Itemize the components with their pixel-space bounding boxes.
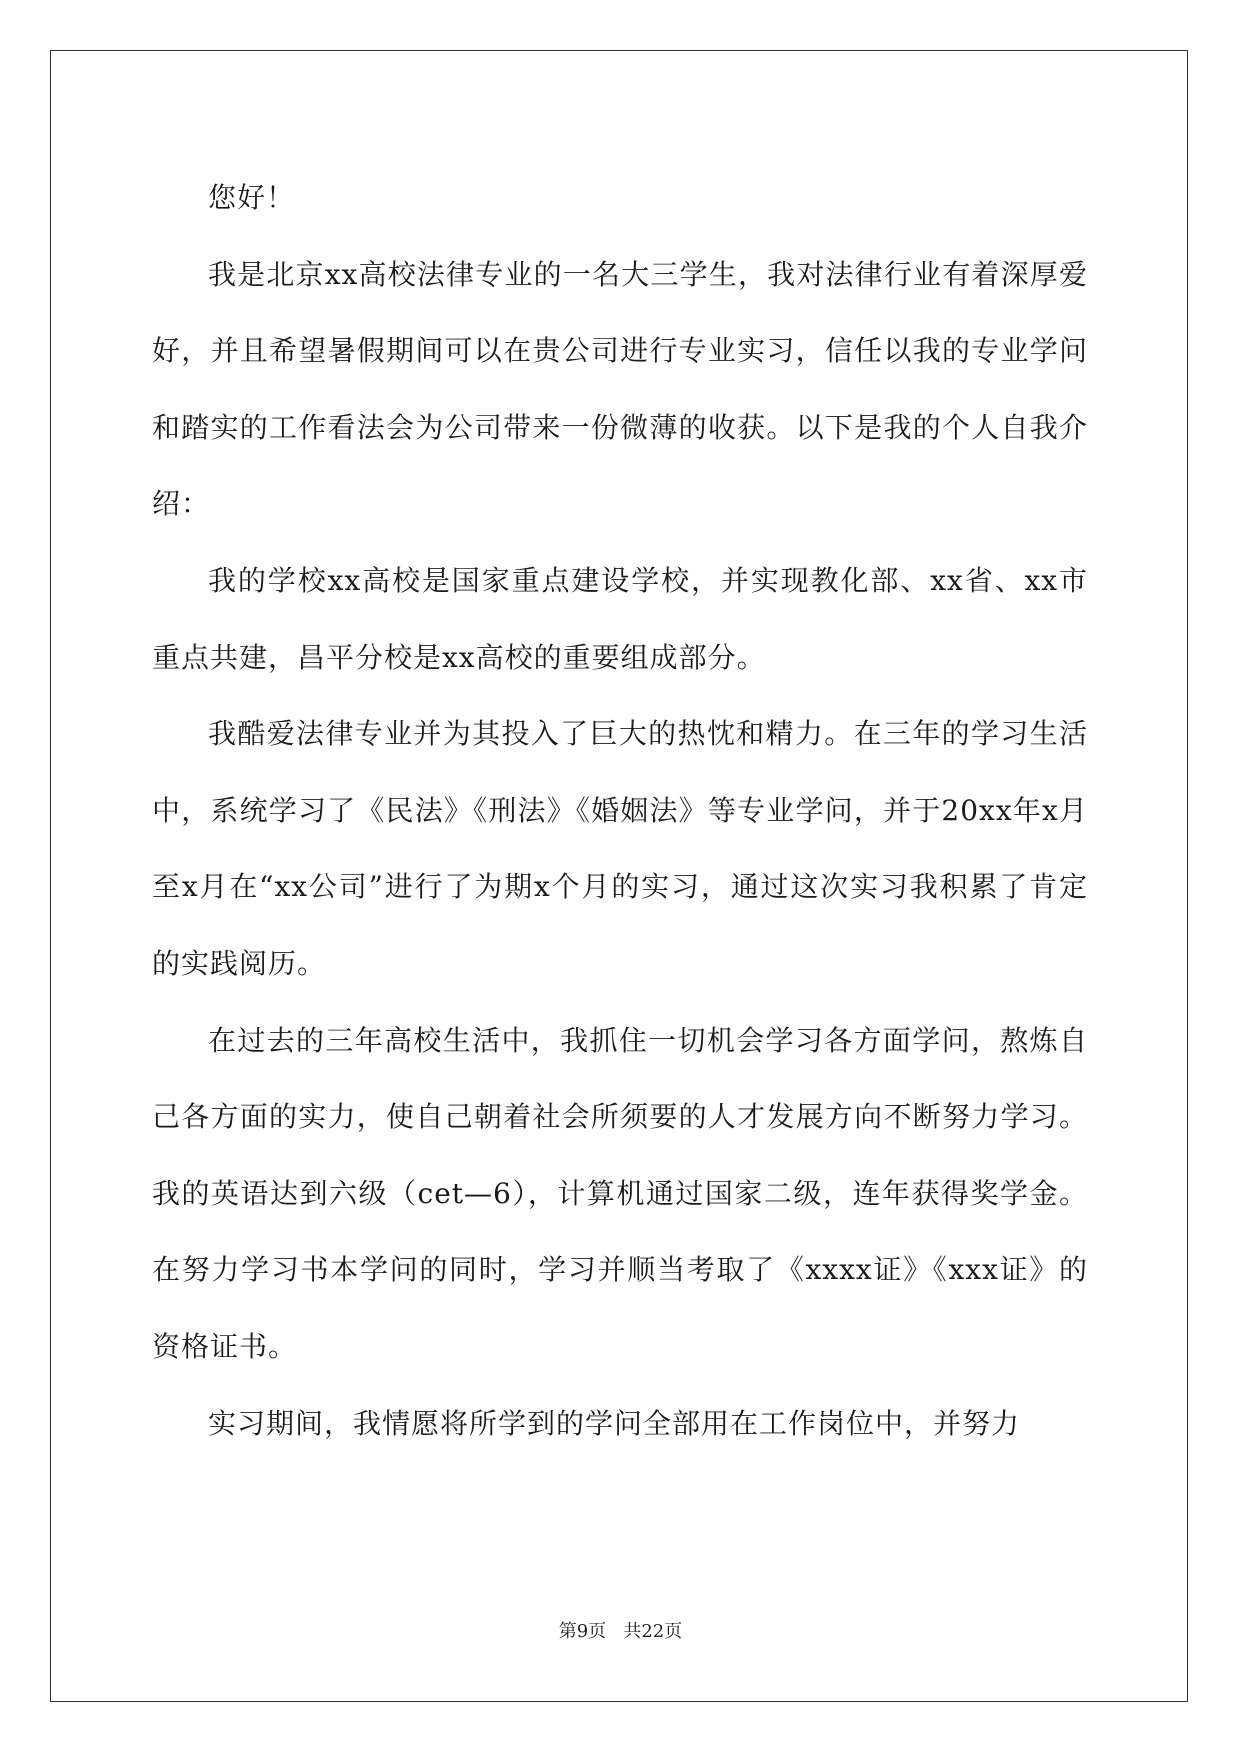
page-number: 第9页 共22页 [558,1621,683,1642]
letter-body [152,160,1088,1462]
paragraph-intro: 我是北京xx高校法律专业的一名大三学生，我对法律行业有着深厚爱好，并且希望暑假期间可以在贵公司进行专业实习，信任以我的专业学问和踏实的工作看法会为公司带来一份微薄的收获。以下是我的个人自我介绍： [152,257,1088,521]
paragraph-skills: 在过去的三年高校生活中，我抓住一切机会学习各方面学问，熬炼自己各方面的实力，使自己朝着社会所须要的人才发展方向不断努力学习。我的英语达到六级（cet—6），计算机通过国家二级，连年获得奖学金。在努力学习书本学问的同时，学习并顺当考取了《xxxx证》《xxx证》的资格证书。 [152,1023,1088,1363]
greeting: 您好！ [208,181,296,214]
paragraph-school: 我的学校xx高校是国家重点建设学校，并实现教化部、xx省、xx市重点共建，昌平分校是xx高校的重要组成部分。 [152,563,1088,674]
paragraph-internship: 实习期间，我情愿将所学到的学问全部用在工作岗位中，并努力 [208,1406,1021,1440]
paragraph-major: 我酷爱法律专业并为其投入了巨大的热忱和精力。在三年的学习生活中，系统学习了《民法》《刑法》《婚姻法》等专业学问，并于20xx年x月至x月在“xx公司”进行了为期x个月的实习，通过这次实习我积累了肯定的实践阅历。 [152,717,1088,980]
